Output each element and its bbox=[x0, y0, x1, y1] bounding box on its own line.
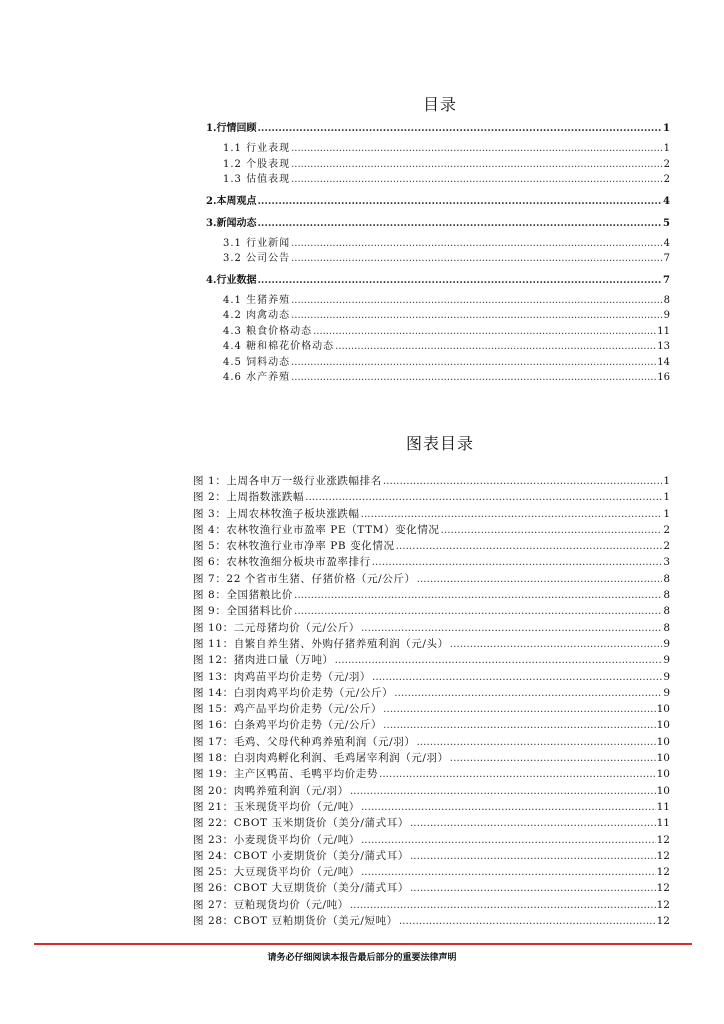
dot-leader bbox=[417, 571, 663, 587]
page-number: 11 bbox=[657, 325, 670, 337]
entry-label: 图 9：全国猪料比价 bbox=[193, 605, 294, 618]
page-number: 11 bbox=[656, 800, 670, 813]
dot-leader bbox=[257, 121, 662, 137]
page-number: 8 bbox=[663, 294, 670, 306]
entry-label: 图 25：大豆现货平均价（元/吨） bbox=[193, 866, 360, 879]
page-number: 8 bbox=[663, 589, 670, 602]
dot-leader bbox=[335, 652, 663, 668]
page-number: 1 bbox=[663, 507, 670, 520]
page-number: 1 bbox=[663, 143, 670, 154]
dot-leader bbox=[450, 750, 656, 766]
entry-label: 图 5：农林牧渔行业市净率 PB 变化情况 bbox=[193, 540, 395, 553]
dot-leader bbox=[372, 669, 662, 685]
figure-index-entry[interactable] bbox=[193, 717, 670, 733]
entry-label: 图 18：白羽肉鸡孵化利润、毛鸡屠宰利润（元/羽） bbox=[193, 752, 449, 765]
dot-leader bbox=[291, 172, 663, 188]
dot-leader bbox=[335, 339, 656, 355]
entry-label: 图 19：主产区鸭苗、毛鸭平均价走势 bbox=[193, 768, 378, 781]
toc-subsection-entry[interactable] bbox=[206, 308, 670, 324]
entry-label: 1.行情回顾 bbox=[206, 123, 257, 134]
entry-label: 图 12：猪肉进口量（万吨） bbox=[193, 654, 334, 667]
entry-label: 图 27：豆粕现货均价（元/吨） bbox=[193, 898, 349, 911]
page-number: 10 bbox=[656, 768, 670, 781]
figure-index-entry[interactable] bbox=[193, 880, 670, 896]
page-number: 9 bbox=[663, 637, 670, 650]
page-number: 2 bbox=[663, 158, 670, 170]
dot-leader bbox=[294, 603, 662, 619]
page-number: 12 bbox=[656, 833, 670, 846]
page-number: 13 bbox=[657, 341, 670, 352]
dot-leader bbox=[396, 538, 663, 554]
page-number: 9 bbox=[663, 686, 670, 699]
dot-leader bbox=[410, 815, 656, 831]
figure-index-entry[interactable] bbox=[193, 489, 670, 505]
dot-leader bbox=[399, 913, 656, 929]
toc-subsection-entry[interactable] bbox=[206, 355, 670, 371]
figure-index-title: 图表目录 bbox=[405, 434, 474, 453]
figure-index-entry[interactable] bbox=[193, 799, 670, 815]
figure-index-entry[interactable] bbox=[193, 669, 670, 685]
page-number: 10 bbox=[656, 735, 670, 748]
page-number: 10 bbox=[656, 719, 670, 732]
dot-leader bbox=[257, 216, 662, 232]
entry-label: 图 10：二元母猪均价（元/公斤） bbox=[193, 621, 360, 634]
page-number: 2 bbox=[663, 540, 670, 553]
dot-leader bbox=[257, 273, 662, 289]
page-number: 8 bbox=[663, 572, 670, 585]
dot-leader bbox=[294, 587, 662, 603]
page-number: 11 bbox=[656, 817, 670, 830]
toc-subsection-entry[interactable] bbox=[206, 370, 670, 386]
dot-leader bbox=[291, 157, 663, 173]
entry-label: 图 7：22 个省市生猪、仔猪价格（元/公斤） bbox=[193, 572, 416, 585]
dot-leader bbox=[291, 293, 663, 309]
page-number: 12 bbox=[656, 882, 670, 895]
dot-leader bbox=[350, 897, 656, 913]
entry-label: 图 21：玉米现货平均价（元/吨） bbox=[193, 800, 360, 813]
dot-leader bbox=[291, 308, 663, 324]
figure-index-entry[interactable] bbox=[193, 750, 670, 766]
entry-label: 图 26：CBOT 大豆期货价（美分/蒲式耳） bbox=[193, 882, 409, 895]
toc-list bbox=[206, 121, 670, 386]
figure-index-entry[interactable] bbox=[193, 734, 670, 750]
dot-leader bbox=[361, 506, 663, 522]
page-number: 5 bbox=[663, 217, 670, 229]
dot-leader bbox=[361, 832, 656, 848]
toc-subsection-entry[interactable] bbox=[206, 293, 670, 309]
figure-index-entry[interactable] bbox=[193, 473, 670, 489]
page-number: 7 bbox=[663, 274, 670, 286]
entry-label: 4.1 生猪养殖 bbox=[223, 294, 291, 306]
figure-index-entry[interactable] bbox=[193, 848, 670, 864]
dot-leader bbox=[441, 522, 663, 538]
page-number: 2 bbox=[663, 174, 670, 185]
dot-leader bbox=[372, 554, 663, 570]
page-number: 12 bbox=[656, 898, 670, 911]
figure-index-entry[interactable] bbox=[193, 766, 670, 782]
page-number: 14 bbox=[657, 356, 670, 368]
figure-index-entry[interactable] bbox=[193, 913, 670, 929]
footer-disclaimer: 请务必仔细阅读本报告最后部分的重要法律声明 bbox=[267, 953, 457, 963]
figure-index-entry[interactable] bbox=[193, 783, 670, 799]
dot-leader bbox=[383, 701, 655, 717]
page-number: 8 bbox=[663, 621, 670, 634]
entry-label: 图 11：自繁自养生猪、外购仔猪养殖利润（元/头） bbox=[193, 637, 449, 650]
figure-index-entry[interactable] bbox=[193, 815, 670, 831]
entry-label: 图 16：白条鸡平均价走势（元/公斤） bbox=[193, 719, 383, 732]
entry-label: 图 17：毛鸡、父母代种鸡养殖利润（元/羽） bbox=[193, 735, 416, 748]
page-number: 1 bbox=[663, 475, 670, 487]
entry-label: 4.5 饲料动态 bbox=[223, 356, 291, 368]
dot-leader bbox=[410, 848, 656, 864]
dot-leader bbox=[291, 355, 656, 371]
entry-label: 图 8：全国猪粮比价 bbox=[193, 589, 294, 602]
dot-leader bbox=[361, 864, 656, 880]
dot-leader bbox=[361, 799, 656, 815]
figure-index-entry[interactable] bbox=[193, 603, 670, 619]
page-number: 12 bbox=[656, 849, 670, 862]
entry-label: 图 4：农林牧渔行业市盈率 PE（TTM）变化情况 bbox=[193, 523, 440, 536]
entry-label: 4.6 水产养殖 bbox=[223, 372, 291, 383]
entry-label: 图 1：上周各申万一级行业涨跌幅排名 bbox=[193, 475, 382, 487]
page-number: 7 bbox=[663, 253, 670, 264]
figure-index-entry[interactable] bbox=[193, 571, 670, 587]
entry-label: 图 15：鸡产品平均价走势（元/公斤） bbox=[193, 703, 383, 716]
entry-label: 图 28：CBOT 豆粕期货价（美元/短吨） bbox=[193, 915, 398, 928]
toc-subsection-entry[interactable] bbox=[206, 157, 670, 173]
figure-index-entry[interactable] bbox=[193, 620, 670, 636]
entry-label: 1.2 个股表现 bbox=[223, 158, 291, 170]
figure-index-entry[interactable] bbox=[193, 554, 670, 570]
page-number: 10 bbox=[656, 752, 670, 765]
toc-section-entry[interactable] bbox=[206, 273, 670, 289]
dot-leader bbox=[350, 783, 656, 799]
page-number: 12 bbox=[656, 866, 670, 879]
figure-index-entry[interactable] bbox=[193, 652, 670, 668]
figure-index-entry[interactable] bbox=[193, 897, 670, 913]
figure-index-entry[interactable] bbox=[193, 701, 670, 717]
page-number: 10 bbox=[656, 784, 670, 797]
toc-subsection-entry[interactable] bbox=[206, 339, 670, 355]
dot-leader bbox=[416, 734, 655, 750]
entry-label: 1.1 行业表现 bbox=[223, 143, 291, 154]
dot-leader bbox=[291, 251, 663, 267]
entry-label: 图 23：小麦现货平均价（元/吨） bbox=[193, 833, 360, 846]
figure-index-list bbox=[193, 473, 670, 929]
page-number: 10 bbox=[656, 703, 670, 716]
entry-label: 图 6：农林牧渔细分板块市盈率排行 bbox=[193, 556, 371, 569]
entry-label: 3.1 行业新闻 bbox=[223, 237, 291, 249]
toc-subsection-entry[interactable] bbox=[206, 324, 670, 340]
toc-subsection-entry[interactable] bbox=[206, 236, 670, 252]
page-number: 8 bbox=[663, 605, 670, 618]
dot-leader bbox=[361, 620, 662, 636]
entry-label: 1.3 估值表现 bbox=[223, 174, 291, 185]
figure-index-entry[interactable] bbox=[193, 587, 670, 603]
entry-label: 2.本周观点 bbox=[206, 195, 257, 207]
dot-leader bbox=[291, 370, 656, 386]
figure-index-entry[interactable] bbox=[193, 685, 670, 701]
figure-index-entry[interactable] bbox=[193, 506, 670, 522]
dot-leader bbox=[379, 766, 656, 782]
page-number: 4 bbox=[663, 195, 670, 207]
entry-label: 图 20：肉鸭养殖利润（元/羽） bbox=[193, 784, 349, 797]
page-number: 12 bbox=[656, 915, 670, 928]
page-number: 3 bbox=[663, 556, 670, 569]
dot-leader bbox=[410, 880, 656, 896]
dot-leader bbox=[313, 324, 656, 340]
entry-label: 图 14：白羽肉鸡平均价走势（元/公斤） bbox=[193, 686, 394, 699]
dot-leader bbox=[383, 473, 662, 489]
entry-label: 3.2 公司公告 bbox=[223, 253, 291, 264]
entry-label: 3.新闻动态 bbox=[206, 217, 257, 229]
entry-label: 图 2：上周指数涨跌幅 bbox=[193, 491, 305, 504]
entry-label: 4.行业数据 bbox=[206, 274, 257, 286]
dot-leader bbox=[394, 685, 662, 701]
dot-leader bbox=[450, 636, 663, 652]
toc-section-entry[interactable] bbox=[206, 216, 670, 232]
page-number: 4 bbox=[663, 237, 670, 249]
toc-subsection-entry[interactable] bbox=[206, 141, 670, 157]
figure-index-entry[interactable] bbox=[193, 864, 670, 880]
entry-label: 图 22：CBOT 玉米期货价（美分/蒲式耳） bbox=[193, 817, 409, 830]
page-number: 9 bbox=[663, 310, 670, 321]
entry-label: 4.4 糖和棉花价格动态 bbox=[223, 341, 335, 352]
dot-leader bbox=[257, 194, 662, 210]
dot-leader bbox=[383, 717, 655, 733]
entry-label: 4.3 粮食价格动态 bbox=[223, 325, 313, 337]
dot-leader bbox=[291, 236, 663, 252]
page-number: 9 bbox=[663, 670, 670, 683]
entry-label: 图 3：上周农林牧渔子板块涨跌幅 bbox=[193, 507, 360, 520]
toc-section-entry[interactable] bbox=[206, 194, 670, 210]
footer-rule bbox=[34, 943, 692, 945]
page-number: 1 bbox=[663, 123, 670, 134]
dot-leader bbox=[305, 489, 662, 505]
entry-label: 4.2 肉禽动态 bbox=[223, 310, 291, 321]
figure-index-entry[interactable] bbox=[193, 522, 670, 538]
figure-index-entry[interactable] bbox=[193, 832, 670, 848]
page-number: 1 bbox=[663, 491, 670, 504]
toc-section-entry[interactable] bbox=[206, 121, 670, 137]
toc-subsection-entry[interactable] bbox=[206, 251, 670, 267]
dot-leader bbox=[291, 141, 663, 157]
page-number: 2 bbox=[663, 523, 670, 536]
figure-index-entry[interactable] bbox=[193, 636, 670, 652]
page-number: 9 bbox=[663, 654, 670, 667]
entry-label: 图 13：肉鸡苗平均价走势（元/羽） bbox=[193, 670, 372, 683]
toc-subsection-entry[interactable] bbox=[206, 172, 670, 188]
figure-index-entry[interactable] bbox=[193, 538, 670, 554]
toc-title: 目录 bbox=[422, 95, 457, 114]
entry-label: 图 24：CBOT 小麦期货价（美分/蒲式耳） bbox=[193, 849, 409, 862]
page-number: 16 bbox=[657, 372, 670, 383]
